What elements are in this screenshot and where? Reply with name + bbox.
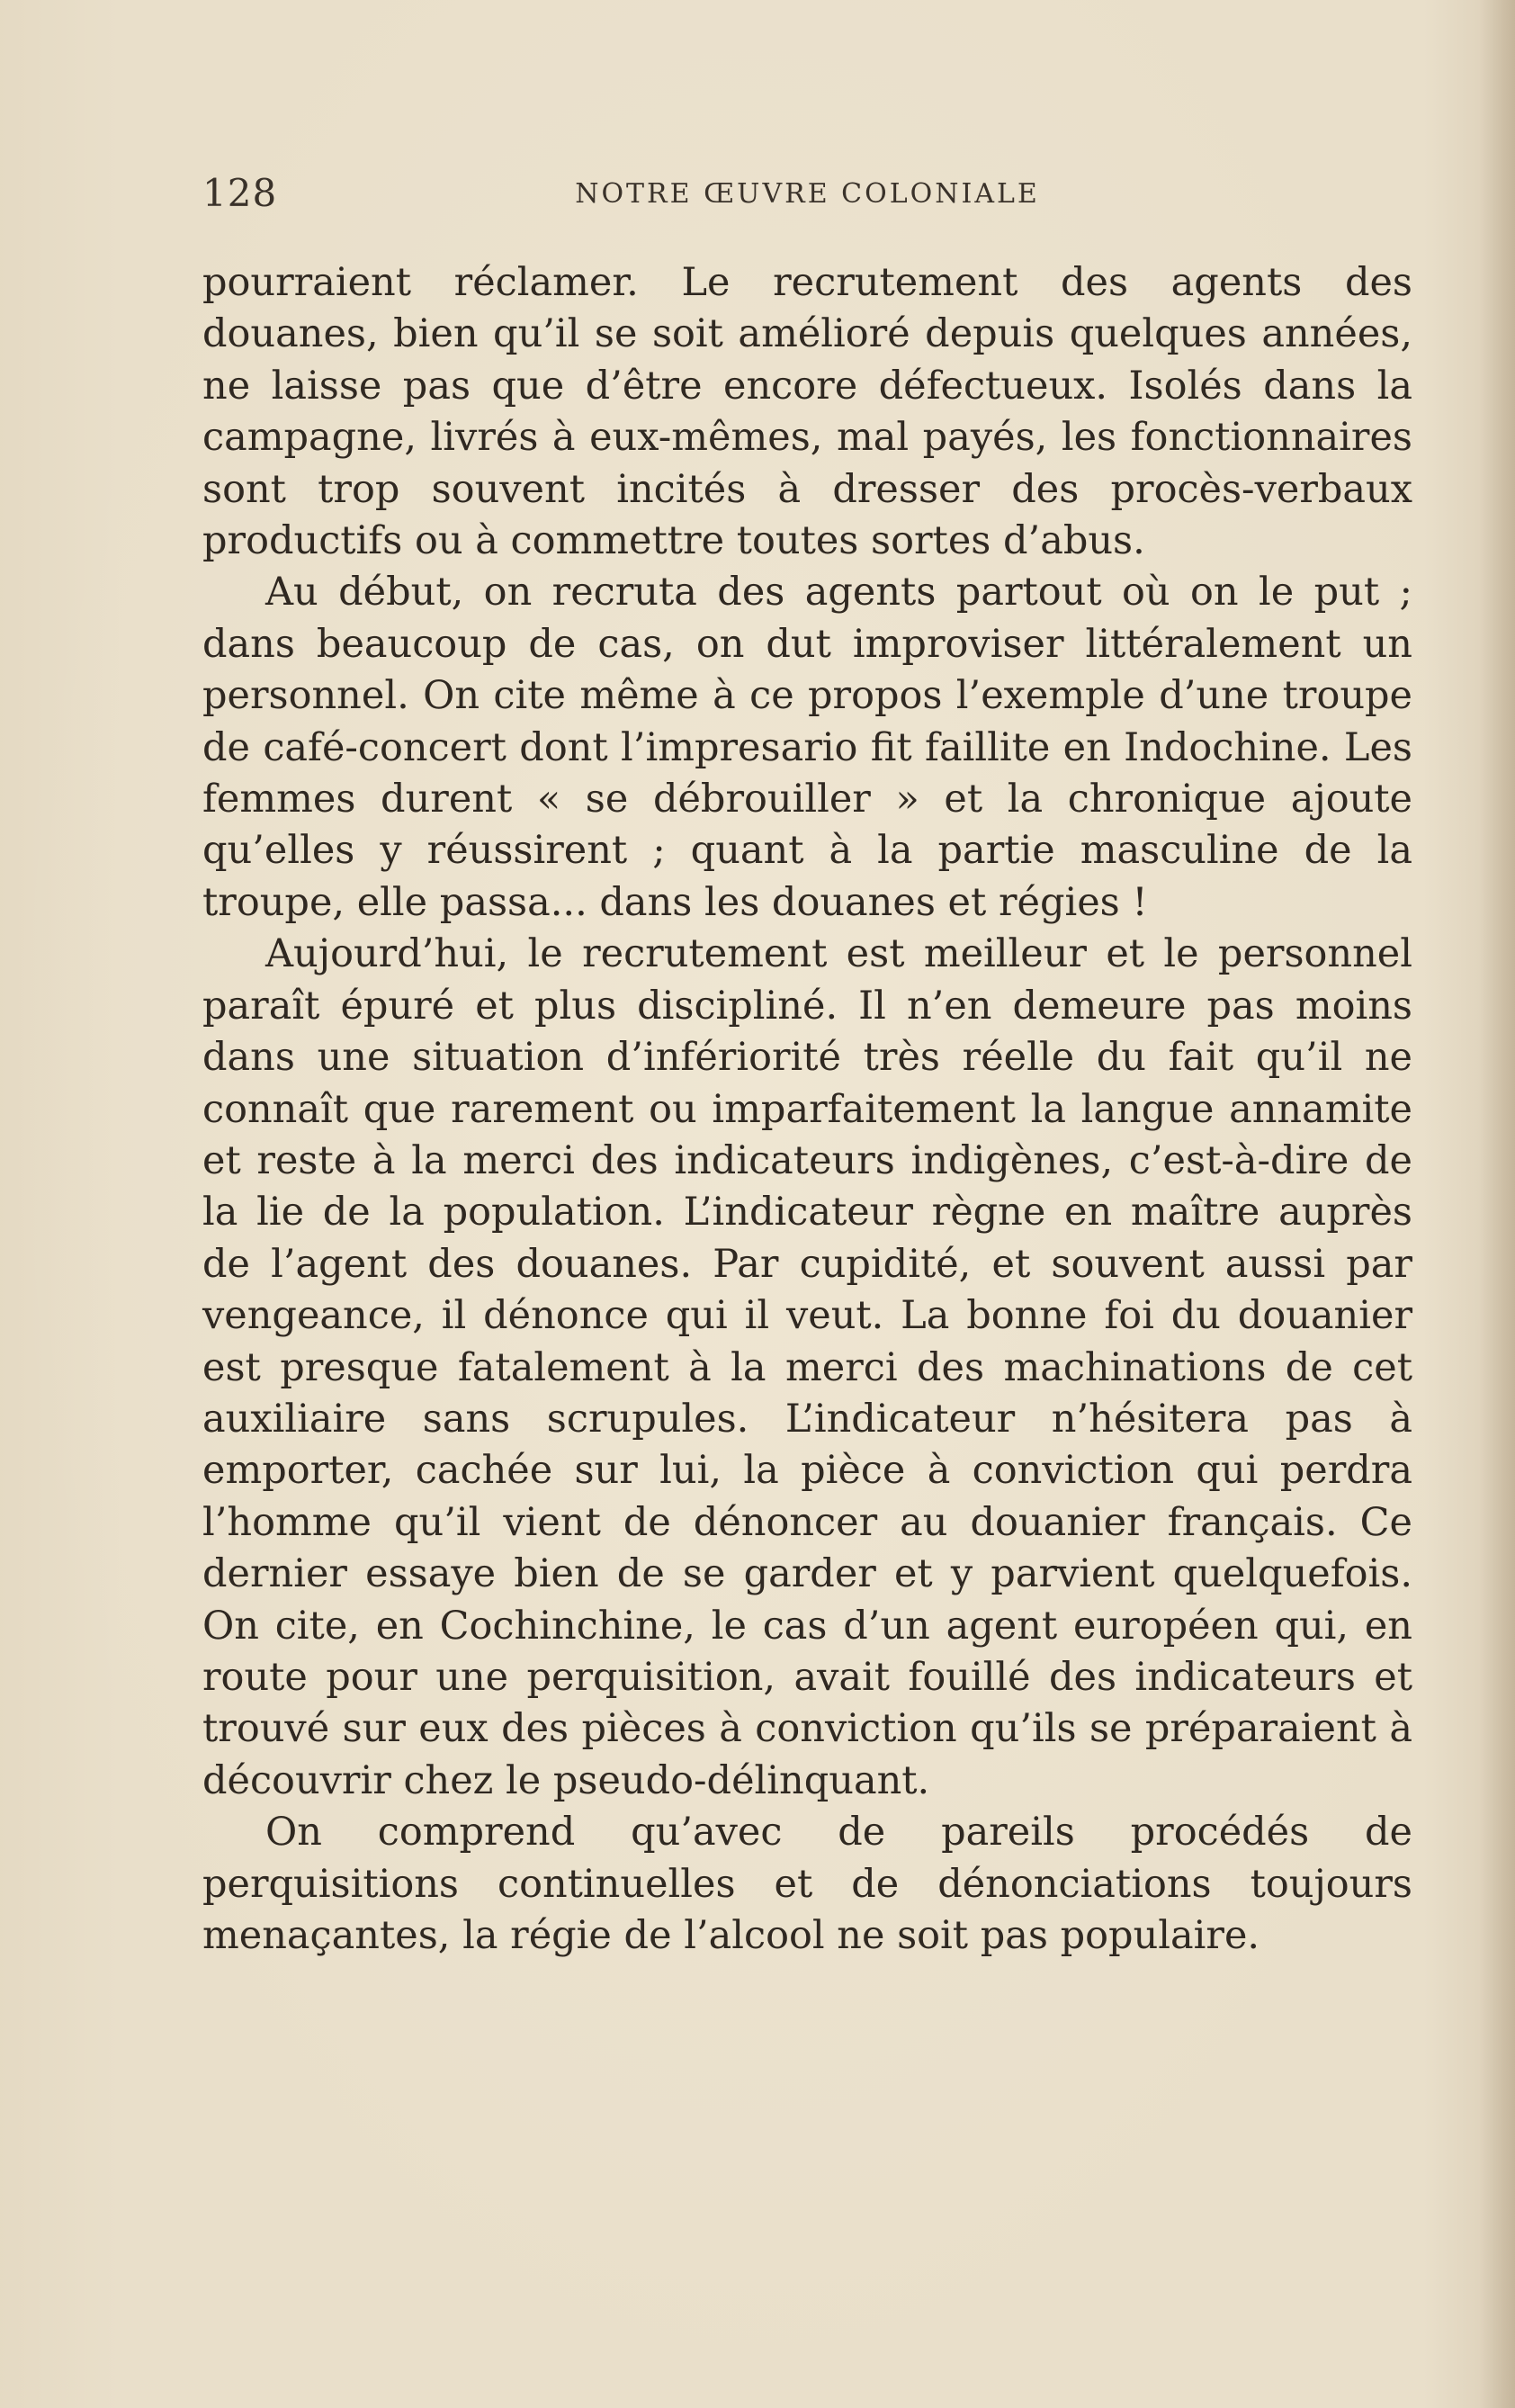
- paragraph-4: On comprend qu’avec de pareils procédés de perquisitions continuelles et de dénonciations toujours menaçantes, la régie de l’alcool ne soit pas populaire.: [202, 1810, 1412, 1958]
- page-edge-shadow: [1479, 0, 1515, 2408]
- page-number: 128: [202, 171, 278, 215]
- body-text: [202, 257, 1412, 1962]
- paragraph-2: Au début, on recruta des agents partout où on le put ; dans beaucoup de cas, on dut improviser littéralement un personnel. On cite même à ce propos l’exemple d’une troupe de café-concert dont l’impresario fit faillite en Indochine. Les femmes durent « se débrouiller » et la chronique ajoute qu’elles y réussirent ; quant à la partie masculine de la troupe, elle passa... dans les douanes et régies !: [202, 570, 1412, 925]
- running-title: NOTRE ŒUVRE COLONIALE: [575, 178, 1040, 210]
- paragraph-1: pourraient réclamer. Le recrutement des agents des douanes, bien qu’il se soit amélioré depuis quelques années, ne laisse pas que d’être encore défectueux. Isolés dans la campagne, livrés à eux-mêmes, mal payés, les fonctionnaires sont trop souvent incités à dresser des procès-verbaux productifs ou à commettre toutes sortes d’abus.: [202, 260, 1412, 564]
- page-header: [202, 171, 1412, 225]
- paragraph-3: Aujourd’hui, le recrutement est meilleur et le personnel paraît épuré et plus discipliné. Il n’en demeure pas moins dans une situation d’infériorité très réelle du fait qu’il ne connaît que rarement ou imparfaitement la langue annamite et reste à la merci des indicateurs indigènes, c’est-à-dire de la lie de la population. L’indicateur règne en maître auprès de l’agent des douanes. Par cupidité, et souvent aussi par vengeance, il dénonce qui il veut. La bonne foi du douanier est presque fatalement à la merci des machinations de cet auxiliaire sans scrupules. L’indicateur n’hésitera pas à emporter, cachée sur lui, la pièce à conviction qui perdra l’homme qu’il vient de dénoncer au douanier français. Ce dernier essaye bien de se garder et y parvient quelquefois. On cite, en Cochinchine, le cas d’un agent européen qui, en route pour une perquisition, avait fouillé des indicateurs et trouvé sur eux des pièces à conviction qu’ils se préparaient à découvrir chez le pseudo-délinquant.: [202, 931, 1412, 1803]
